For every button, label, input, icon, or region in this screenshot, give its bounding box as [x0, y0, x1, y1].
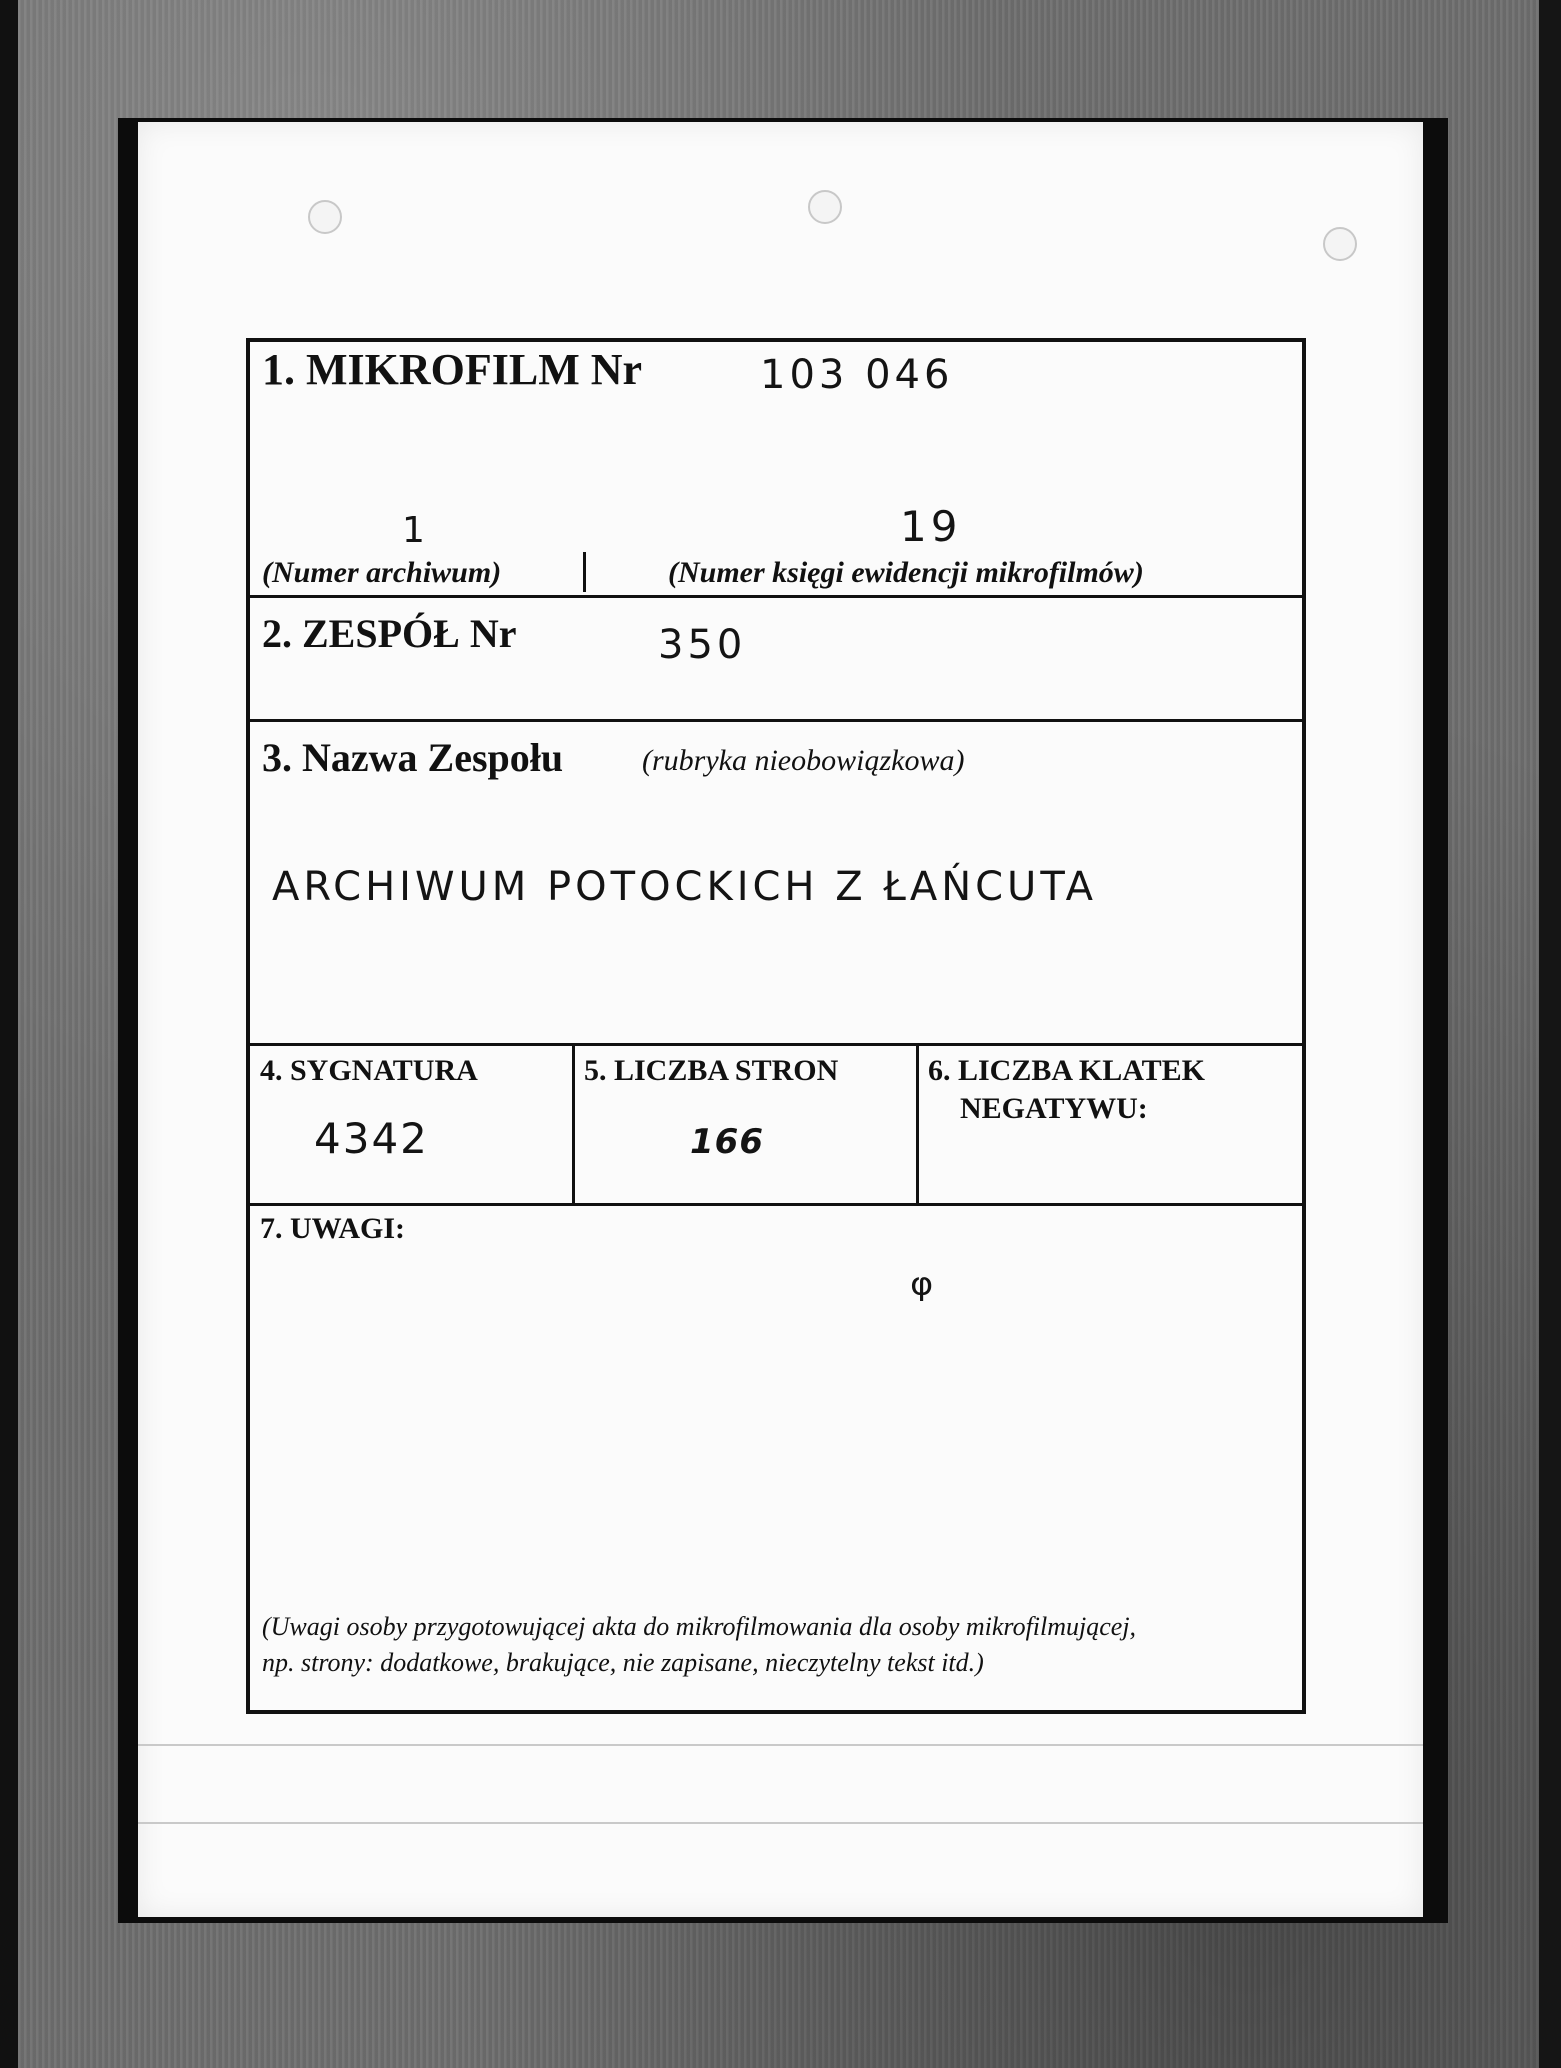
- mikrofilm-label: 1. MIKROFILM Nr: [262, 345, 643, 394]
- nazwa-zespolu-note: (rubryka nieobowiązkowa): [642, 744, 965, 777]
- scan-line-top: [138, 1744, 1423, 1746]
- uwagi-label: 7. UWAGI:: [260, 1212, 406, 1245]
- uwagi-mark: ᵠ: [910, 1262, 938, 1327]
- punch-hole-left: [308, 200, 342, 234]
- zespol-number: 350: [658, 622, 747, 668]
- uwagi-footnote-line1: (Uwagi osoby przygotowującej akta do mikrofilmowania dla osoby mikrofilmującej,: [262, 1612, 1137, 1641]
- row-counts: [250, 1046, 1302, 1206]
- ledger-number-caption: (Numer księgi ewidencji mikrofilmów): [668, 556, 1144, 589]
- uwagi-footnote-line2: np. strony: dodatkowe, brakujące, nie zapisane, nieczytelny tekst itd.): [262, 1648, 984, 1677]
- zespol-label: 2. ZESPÓŁ Nr: [262, 611, 517, 656]
- sygnatura-value: 4342: [314, 1114, 429, 1163]
- row-mikrofilm: [250, 342, 1302, 598]
- archive-number-caption: (Numer archiwum): [262, 556, 502, 589]
- caption-divider: [583, 552, 586, 592]
- microfilm-form: [246, 338, 1306, 1714]
- scan-line-bottom: [138, 1822, 1423, 1824]
- punch-hole-center: [808, 190, 842, 224]
- nazwa-zespolu-value: ARCHIWUM POTOCKICH Z ŁAŃCUTA: [272, 864, 1098, 910]
- column-divider-1: [572, 1046, 575, 1203]
- column-divider-2: [916, 1046, 919, 1203]
- row-uwagi: [250, 1206, 1302, 1714]
- nazwa-zespolu-label: 3. Nazwa Zespołu: [262, 735, 564, 780]
- liczba-klatek-label: 6. LICZBA KLATEK: [928, 1054, 1206, 1087]
- punch-hole-right: [1323, 227, 1357, 261]
- film-edge-left: [0, 0, 18, 2068]
- row-zespol: [250, 598, 1302, 722]
- archive-number-value: 1: [402, 510, 429, 551]
- liczba-stron-value: 166: [690, 1122, 764, 1162]
- ledger-number-value: 19: [900, 502, 962, 551]
- mikrofilm-number: 103 046: [760, 352, 954, 398]
- negatywu-label: NEGATYWU:: [960, 1092, 1148, 1125]
- film-edge-right: [1539, 0, 1561, 2068]
- sygnatura-label: 4. SYGNATURA: [260, 1054, 478, 1087]
- row-nazwa-zespolu: [250, 722, 1302, 1046]
- liczba-stron-label: 5. LICZBA STRON: [584, 1054, 839, 1087]
